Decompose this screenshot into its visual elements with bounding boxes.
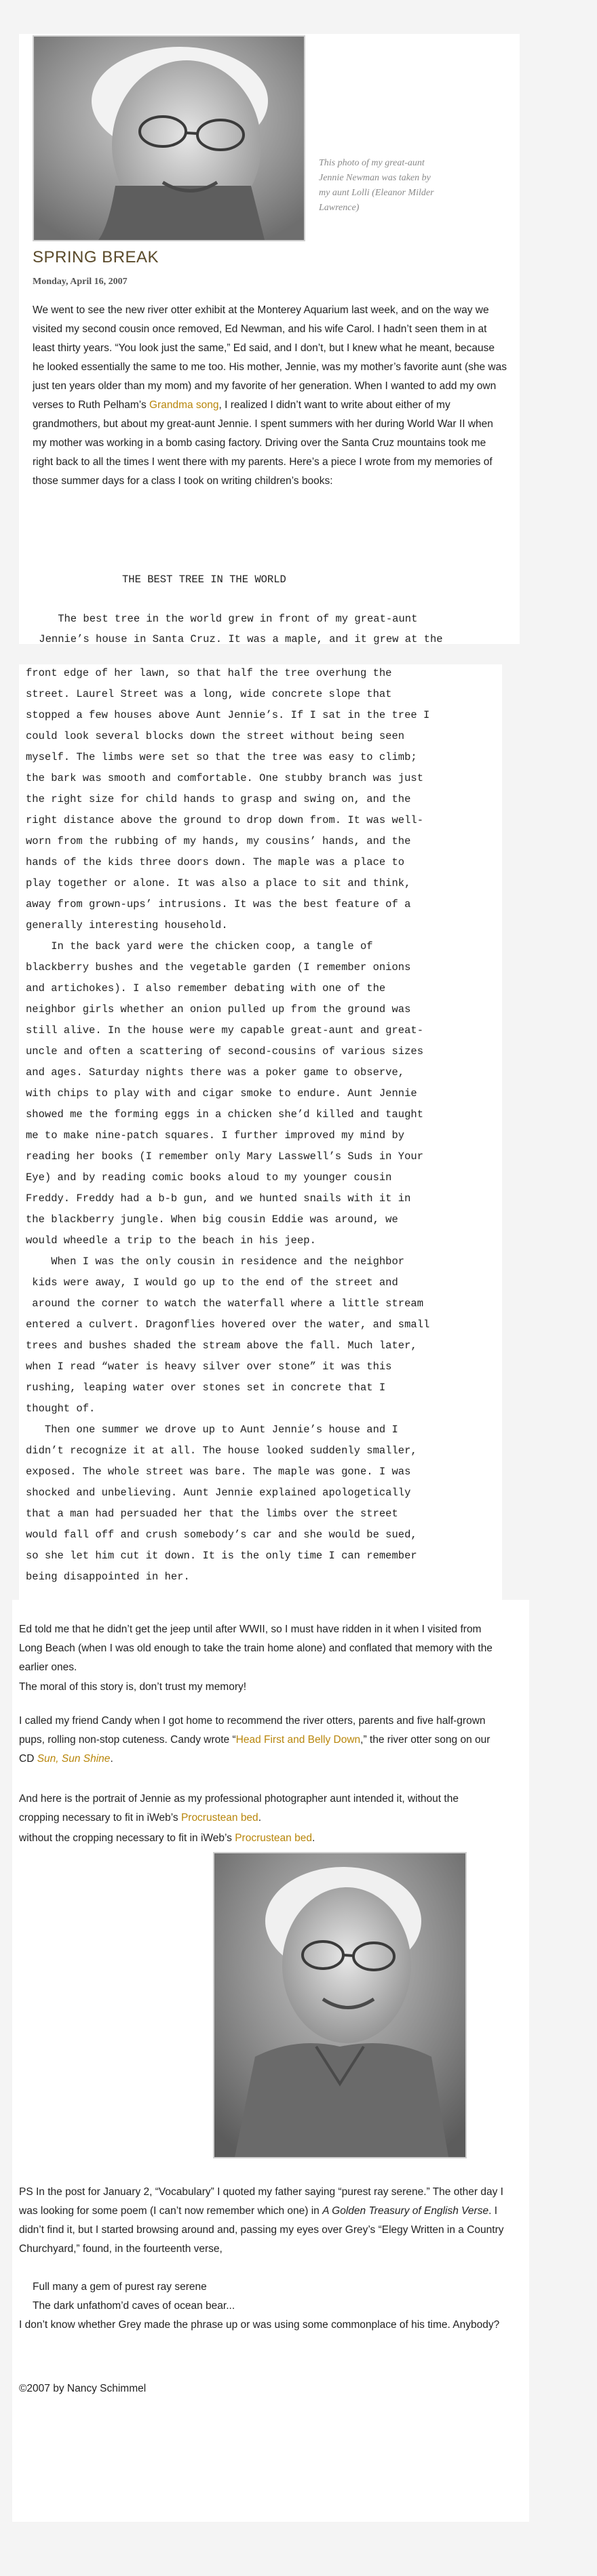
candy-text-2: ,” the river otter song on our CD bbox=[19, 1734, 490, 1765]
ps-closing: I don’t know whether Grey made the phrase up or was using some commonplace of his time. Anybody? bbox=[19, 2319, 500, 2331]
jennie-photo-cropped-image bbox=[34, 37, 304, 240]
ps-paragraph bbox=[19, 2183, 507, 2259]
candy-paragraph bbox=[19, 1712, 501, 1769]
sun-shine-link[interactable]: Sun, Sun Shine bbox=[37, 1753, 111, 1765]
story-line: neighbor girls whether an onion pulled up from the ground was bbox=[26, 1003, 411, 1015]
story-line: the right size for child hands to grasp and swing on, and the bbox=[26, 793, 411, 805]
verse-line-1: Full many a gem of purest ray serene bbox=[33, 2281, 207, 2293]
story-line: myself. The limbs were set so that the tree was easy to climb; bbox=[26, 751, 417, 763]
portrait-text-2: . bbox=[258, 1812, 261, 1824]
portrait-paragraph bbox=[19, 1790, 501, 1828]
story-heading: THE BEST TREE IN THE WORLD bbox=[122, 573, 286, 586]
story-line: reading her books (I remember only Mary Lasswell’s Suds in Your bbox=[26, 1150, 423, 1163]
photo-caption: This photo of my great-aunt Jennie Newman was taken by my aunt Lolli (Eleanor Milder Lawrence) bbox=[319, 158, 434, 213]
story-line: exposed. The whole street was bare. The maple was gone. I was bbox=[26, 1466, 411, 1478]
procrustean-link-2[interactable]: Procrustean bed bbox=[235, 1832, 312, 1844]
candy-text-1: I called my friend Candy when I got home to recommend the river otters, parents and five half-grown pups, rolling non-stop cuteness. Candy wrote “ bbox=[19, 1715, 486, 1746]
story-line: when I read “water is heavy silver over stone” it was this bbox=[26, 1361, 392, 1373]
story-line: Freddy. Freddy had a b-b gun, and we hunted snails with it in bbox=[26, 1192, 411, 1205]
story-line: Eye) and by reading comic books aloud to my younger cousin bbox=[26, 1171, 392, 1184]
intro-paragraph bbox=[33, 301, 507, 491]
head-first-link[interactable]: Head First and Belly Down bbox=[235, 1734, 361, 1746]
story-line: When I was the only cousin in residence and the neighbor bbox=[26, 1255, 405, 1268]
story-line: the bark was smooth and comfortable. One stubby branch was just bbox=[26, 772, 423, 784]
story-line: with chips to play with and cigar smoke to endure. Aunt Jennie bbox=[26, 1087, 417, 1100]
story-line: stopped a few houses above Aunt Jennie’s. If I sat in the tree I bbox=[26, 709, 430, 721]
dup-text-2: . bbox=[311, 1832, 315, 1844]
story-line: front edge of her lawn, so that half the tree overhung the bbox=[26, 667, 392, 679]
story-line: Jennie’s house in Santa Cruz. It was a maple, and it grew at the bbox=[33, 633, 443, 645]
book-title: A Golden Treasury of English Verse bbox=[322, 2205, 489, 2217]
story-line: me to make nine-patch squares. I further improved my mind by bbox=[26, 1129, 405, 1142]
grandma-song-link[interactable]: Grandma song bbox=[149, 399, 219, 411]
page-title: SPRING BREAK bbox=[33, 248, 159, 266]
story-line: still alive. In the house were my capable great-aunt and great- bbox=[26, 1024, 423, 1037]
story-line: worn from the rubbing of my hands, my cousins’ hands, and the bbox=[26, 835, 411, 847]
story-line: the blackberry jungle. When big cousin Eddie was around, we bbox=[26, 1213, 398, 1226]
story-line: right distance above the ground to drop down from. It was well- bbox=[26, 814, 423, 826]
story-line: uncle and often a scattering of second-cousins of various sizes bbox=[26, 1045, 423, 1058]
moral-line: The moral of this story is, don’t trust my memory! bbox=[19, 1681, 247, 1693]
story-line: and artichokes). I also remember debating with one of the bbox=[26, 982, 386, 994]
story-line: and ages. Saturday nights there was a poker game to observe, bbox=[26, 1066, 405, 1079]
ps-text-2: . I didn’t find it, but I started browsing around and, passing my eyes over Grey’s “Elegy Written in a Country Churchyard,” found, in the fourteenth verse, bbox=[19, 2205, 504, 2255]
story-line: rushing, leaping water over stones set in concrete that I bbox=[26, 1382, 386, 1394]
story-line: could look several blocks down the street without being seen bbox=[26, 730, 405, 742]
portrait-text-1: And here is the portrait of Jennie as my professional photographer aunt intended it, without the cropping necessary to fit in iWeb’s bbox=[19, 1793, 459, 1824]
story-line: that a man had persuaded her that the limbs over the street bbox=[26, 1508, 398, 1520]
story-line: away from grown-ups’ intrusions. It was the best feature of a bbox=[26, 898, 411, 910]
jennie-portrait-full bbox=[213, 1852, 467, 2158]
story-line: around the corner to watch the waterfall where a little stream bbox=[26, 1297, 423, 1310]
story-line: blackberry bushes and the vegetable garden (I remember onions bbox=[26, 961, 411, 973]
story-line: thought of. bbox=[26, 1403, 96, 1415]
story-line: The best tree in the world grew in front of my great-aunt bbox=[33, 613, 418, 625]
portrait-duplicate-line bbox=[19, 1829, 501, 1848]
verse-line-2: The dark unfathom’d caves of ocean bear... bbox=[33, 2300, 235, 2312]
story-line: trees and bushes shaded the stream above the fall. Much later, bbox=[26, 1340, 417, 1352]
story-line: would wheedle a trip to the beach in his jeep. bbox=[26, 1234, 316, 1247]
intro-text-1: We went to see the new river otter exhibit at the Monterey Aquarium last week, and on the way we visited my second cousin once removed, Ed Newman, and his wife Carol. I hadn’t seen them in at least thirty years. “You look just the same,” Ed said, and I don’t, but I knew what he meant, because he looked essentially the same to me too. His mother, Jennie, was my mother’s favorite aunt (she was just ten years older than my mom) and my favorite of her generation. When I wanted to add my own verses to Ruth Pelham’s bbox=[33, 304, 507, 411]
story-line: showed me the forming eggs in a chicken she’d killed and taught bbox=[26, 1108, 423, 1121]
candy-text-3: . bbox=[110, 1753, 113, 1765]
intro-text-2: , I realized I didn’t want to write about either of my grandmothers, but about my great-aunt Jennie. I spent summers with her during World War II when my mother was working in a bomb casing factory. Driving over the Santa Cruz mountains took me right back to all the times I went there with my parents. Here’s a piece I wrote from my memories of those summer days for a class I took on writing children’s books: bbox=[33, 399, 493, 487]
jennie-photo-cropped bbox=[33, 35, 305, 241]
story-line: street. Laurel Street was a long, wide concrete slope that bbox=[26, 688, 392, 700]
story-line: didn’t recognize it at all. The house looked suddenly smaller, bbox=[26, 1445, 417, 1457]
dup-text-1: without the cropping necessary to fit in iWeb’s bbox=[19, 1832, 235, 1844]
story-line: generally interesting household. bbox=[26, 919, 228, 931]
story-line: Then one summer we drove up to Aunt Jennie’s house and I bbox=[26, 1424, 398, 1436]
story-line: would fall off and crush somebody’s car and she would be sued, bbox=[26, 1529, 417, 1541]
story-line: kids were away, I would go up to the end of the street and bbox=[26, 1276, 398, 1289]
story-line: so she let him cut it down. It is the only time I can remember bbox=[26, 1550, 417, 1562]
ps-text-1: PS In the post for January 2, “Vocabulary” I quoted my father saying “purest ray serene.” The other day I was looking for some poem (I can’t now remember which one) in bbox=[19, 2186, 503, 2217]
story-line: hands of the kids three doors down. The maple was a place to bbox=[26, 856, 405, 868]
story-line: play together or alone. It was also a place to sit and think, bbox=[26, 877, 411, 889]
story-line: shocked and unbelieving. Aunt Jennie explained apologetically bbox=[26, 1487, 411, 1499]
post-date: Monday, April 16, 2007 bbox=[33, 277, 128, 287]
story-line: being disappointed in her. bbox=[26, 1571, 190, 1583]
jennie-portrait-full-image bbox=[214, 1853, 465, 2157]
story-line: entered a culvert. Dragonflies hovered over the water, and small bbox=[26, 1319, 430, 1331]
procrustean-link[interactable]: Procrustean bed bbox=[180, 1812, 258, 1824]
copyright: ©2007 by Nancy Schimmel bbox=[19, 2383, 147, 2394]
jeep-note: Ed told me that he didn’t get the jeep until after WWII, so I must have ridden in it when I visited from Long Beach (when I was old enough to take the train home alone) and conflated that memory with the earlier ones. bbox=[19, 1624, 493, 1673]
story-line: In the back yard were the chicken coop, a tangle of bbox=[26, 940, 373, 952]
